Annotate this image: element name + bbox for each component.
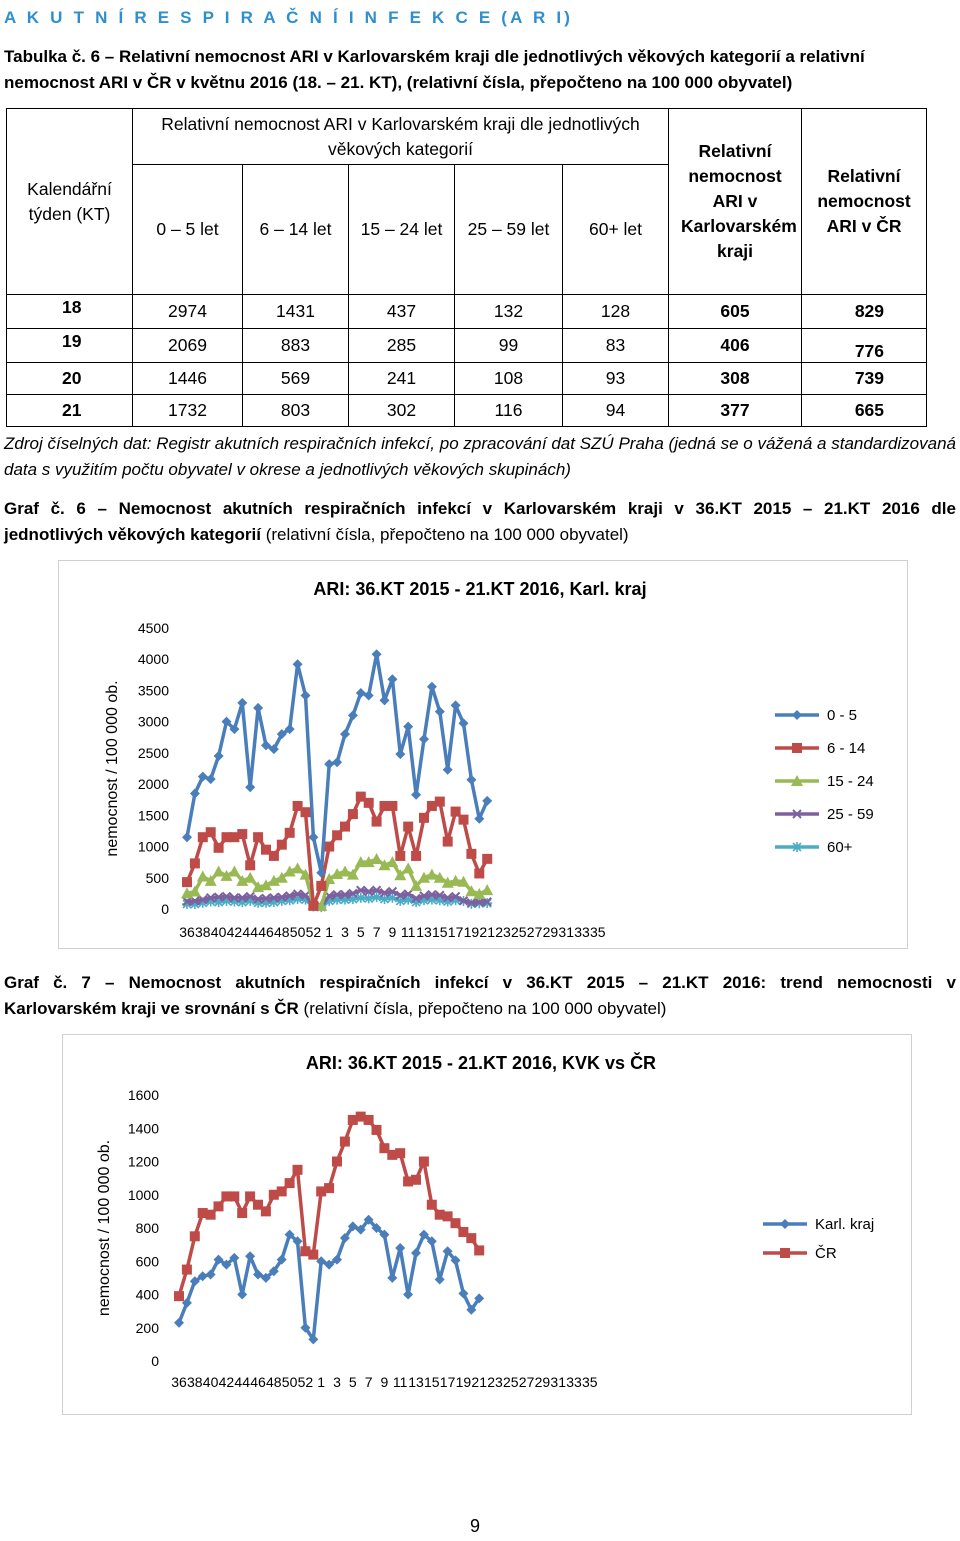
data-point	[419, 1157, 429, 1167]
col-header-age-1: 6 – 14 let	[243, 165, 349, 295]
x-tick-label: 19	[463, 924, 480, 940]
y-tick-label: 4500	[137, 620, 169, 636]
x-tick-label: 23	[495, 924, 511, 940]
data-point	[372, 649, 382, 659]
cell-kt: 21	[7, 395, 133, 427]
data-point	[459, 718, 469, 728]
y-tick-label: 1000	[127, 1186, 159, 1203]
cell-kt: 20	[7, 363, 133, 395]
section-heading: A K U T N Í R E S P I R A Č N Í I N F E K C E (A R I)	[4, 8, 574, 27]
data-point	[214, 843, 224, 853]
y-tick-label: 0	[151, 1353, 159, 1369]
data-point	[387, 801, 397, 811]
data-point	[261, 1206, 271, 1216]
data-point	[380, 695, 390, 705]
data-point	[182, 1265, 192, 1275]
data-point	[466, 775, 476, 785]
data-point	[387, 1273, 397, 1283]
data-point	[182, 877, 192, 887]
x-tick-label: 40	[202, 1374, 219, 1390]
x-tick-label: 13	[408, 1374, 424, 1390]
data-point	[324, 759, 334, 769]
x-tick-label: 46	[250, 1374, 266, 1390]
x-tick-label: 29	[542, 924, 559, 940]
y-tick-label: 1500	[137, 807, 169, 824]
cell-region: 308	[669, 363, 802, 395]
x-tick-label: 42	[218, 1374, 235, 1390]
x-tick-label: 15	[424, 1374, 440, 1390]
data-point	[340, 729, 350, 739]
data-point	[324, 1183, 334, 1193]
data-point	[245, 1251, 255, 1261]
data-point	[435, 1275, 445, 1285]
graph6-caption	[4, 496, 956, 548]
table-row	[7, 363, 927, 395]
col-header-age-3: 25 – 59 let	[455, 165, 563, 295]
data-point	[426, 869, 438, 880]
x-tick-label: 17	[439, 1374, 456, 1390]
data-point	[316, 881, 326, 891]
data-point	[174, 1318, 184, 1328]
chart-6	[59, 561, 907, 948]
y-axis-label: nemocnost / 100 000 ob.	[96, 1139, 113, 1317]
data-point	[435, 797, 445, 807]
data-point	[474, 868, 484, 878]
data-point	[174, 1291, 184, 1301]
x-tick-label: 9	[388, 924, 397, 940]
x-tick-label: 50	[281, 1374, 298, 1390]
data-point	[245, 782, 255, 792]
data-point	[237, 1208, 247, 1218]
legend-label: 0 - 5	[827, 707, 858, 724]
data-point	[443, 765, 453, 775]
data-point	[372, 817, 382, 827]
data-point	[364, 690, 374, 700]
x-tick-label: 36	[179, 924, 195, 940]
table-caption-label: Tabulka č. 6	[4, 47, 101, 66]
y-tick-label: 0	[161, 901, 169, 917]
y-tick-label: 1600	[127, 1087, 159, 1103]
data-point	[206, 827, 216, 837]
x-tick-label: 3	[333, 1374, 341, 1390]
y-axis-label: nemocnost / 100 000 ob.	[104, 680, 121, 857]
x-tick-label: 11	[392, 1374, 408, 1390]
x-tick-label: 3	[341, 924, 349, 940]
page-number: 9	[470, 1516, 481, 1536]
legend-label: Karl. kraj	[815, 1216, 875, 1233]
data-point	[387, 674, 397, 684]
col-header-age-2: 15 – 24 let	[349, 165, 455, 295]
y-tick-label: 1200	[127, 1153, 159, 1170]
table-caption-text-2: nemocnost ARI v ČR v květnu 2016 (18. – 21. KT), (relativní čísla, přepočteno na 100 000 obyvatel)	[4, 73, 793, 92]
cell-age-2: 302	[349, 395, 455, 427]
x-tick-label: 29	[534, 1374, 551, 1390]
data-point	[395, 1148, 405, 1158]
data-point	[253, 832, 263, 842]
chart-title: ARI: 36.KT 2015 - 21.KT 2016, KVK vs ČR	[305, 1053, 657, 1073]
x-tick-label: 44	[242, 924, 258, 940]
data-point	[340, 1137, 350, 1147]
series-line	[187, 797, 487, 906]
data-point	[308, 1250, 318, 1260]
chart-6-frame	[58, 560, 908, 949]
y-tick-label: 800	[135, 1220, 159, 1236]
data-point	[411, 790, 421, 800]
cell-cr: 665	[802, 395, 927, 427]
y-tick-label: 1000	[137, 838, 169, 855]
x-tick-label: 33	[574, 924, 590, 940]
x-tick-label: 35	[590, 924, 606, 940]
table-caption-text-1: – Relativní nemocnost ARI v Karlovarském kraji dle jednotlivých věkových kategorií a relativní	[104, 47, 865, 66]
data-point	[427, 1200, 437, 1210]
data-point	[451, 1218, 461, 1228]
data-point	[237, 1290, 247, 1300]
table-caption	[4, 44, 956, 96]
data-point	[214, 751, 224, 761]
table-row	[7, 295, 927, 329]
legend-label: ČR	[815, 1245, 837, 1262]
data-point	[482, 796, 492, 806]
chart-7	[63, 1035, 911, 1414]
data-point	[228, 866, 240, 877]
x-tick-label: 1	[325, 924, 334, 940]
graph7-caption-line2-plain: (relativní čísla, přepočteno na 100 000 obyvatel)	[298, 999, 667, 1018]
data-point	[372, 1125, 382, 1135]
x-tick-label: 36	[171, 1374, 187, 1390]
y-tick-label: 600	[135, 1253, 159, 1270]
legend-label: 25 - 59	[827, 806, 874, 823]
y-tick-label: 3500	[137, 682, 169, 699]
legend-marker	[792, 743, 802, 753]
x-tick-label: 42	[226, 924, 243, 940]
data-point	[481, 884, 493, 895]
cell-age-3: 132	[455, 295, 563, 329]
data-point	[411, 1248, 421, 1258]
data-point	[356, 688, 366, 698]
x-tick-label: 40	[210, 924, 227, 940]
data-point	[229, 1191, 239, 1201]
cell-cr: 776	[802, 329, 927, 363]
data-point	[482, 854, 492, 864]
data-point	[466, 1233, 476, 1243]
data-point	[269, 851, 279, 861]
y-tick-label: 2500	[137, 744, 169, 761]
y-tick-label: 200	[135, 1319, 159, 1336]
table-row	[7, 329, 927, 363]
cell-region: 605	[669, 295, 802, 329]
legend-marker	[792, 842, 802, 852]
graph7-caption-line1: Graf č. 7 – Nemocnost akutních respiračních infekcí v 36.KT 2015 – 21.KT 2016: trend nemocnosti v	[4, 973, 956, 992]
series-line	[179, 1220, 479, 1340]
data-point	[285, 1178, 295, 1188]
col-header-age-4: 60+ let	[563, 165, 669, 295]
data-point	[197, 871, 209, 882]
cell-cr: 829	[802, 295, 927, 329]
cell-age-2: 437	[349, 295, 455, 329]
data-point	[371, 853, 383, 864]
x-tick-label: 31	[550, 1374, 566, 1390]
cell-age-0: 2974	[133, 295, 243, 329]
col-header-group: Relativní nemocnost ARI v Karlovarském kraji dle jednotlivých věkových kategorií	[133, 109, 669, 165]
chart-title: ARI: 36.KT 2015 - 21.KT 2016, Karl. kraj	[313, 579, 647, 599]
x-tick-label: 23	[487, 1374, 503, 1390]
x-tick-label: 31	[558, 924, 574, 940]
data-point	[253, 703, 263, 713]
source-note: Zdroj číselných dat: Registr akutních respiračních infekcí, po zpracování dat SZÚ Praha (jedná se o vážená a standardizovaná data s využitím počtu obyvatel v okrese a jednotlivých věkových skupinách)	[4, 434, 956, 479]
data-point	[332, 830, 342, 840]
cell-age-3: 99	[455, 329, 563, 363]
data-table	[6, 108, 927, 427]
data-point	[301, 690, 311, 700]
data-point	[308, 901, 318, 911]
cell-age-4: 94	[563, 395, 669, 427]
y-tick-label: 400	[135, 1286, 159, 1303]
y-tick-label: 4000	[137, 651, 169, 668]
data-point	[474, 814, 484, 824]
data-point	[419, 813, 429, 823]
data-point	[285, 828, 295, 838]
cell-age-1: 569	[243, 363, 349, 395]
cell-region: 377	[669, 395, 802, 427]
x-tick-label: 11	[400, 924, 416, 940]
data-point	[277, 840, 287, 850]
legend-label: 15 - 24	[827, 773, 874, 790]
x-tick-label: 7	[364, 1374, 373, 1390]
cell-age-4: 93	[563, 363, 669, 395]
chart-7-frame	[62, 1034, 912, 1415]
cell-kt: 18	[7, 295, 133, 329]
data-point	[395, 851, 405, 861]
graph6-caption-line1: Graf č. 6 – Nemocnost akutních respiračních infekcí v Karlovarském kraji v 36.KT 2015 – 21.KT 2016 dle	[4, 499, 956, 518]
data-point	[190, 1231, 200, 1241]
x-tick-label: 27	[526, 924, 543, 940]
x-tick-label: 44	[234, 1374, 250, 1390]
data-point	[348, 809, 358, 819]
cell-age-3: 116	[455, 395, 563, 427]
data-point	[364, 1115, 374, 1125]
data-point	[427, 682, 437, 692]
data-point	[292, 862, 304, 873]
data-point	[214, 1201, 224, 1211]
x-tick-label: 19	[455, 1374, 472, 1390]
data-point	[293, 659, 303, 669]
cell-age-1: 803	[243, 395, 349, 427]
cell-kt: 19	[7, 329, 133, 363]
data-point	[348, 710, 358, 720]
data-point	[459, 815, 469, 825]
col-header-region: Relativní nemocnost ARI v Karlovarském kraji	[669, 109, 802, 295]
legend-label: 6 - 14	[827, 740, 866, 757]
data-point	[403, 1290, 413, 1300]
data-point	[402, 862, 414, 873]
y-tick-label: 3000	[137, 713, 169, 730]
data-point	[308, 832, 318, 842]
data-point	[443, 837, 453, 847]
legend-marker	[780, 1219, 790, 1229]
graph7-caption-line2-bold: Karlovarském kraji ve srovnání s ČR	[4, 999, 299, 1018]
data-point	[411, 1175, 421, 1185]
data-point	[293, 1165, 303, 1175]
cell-age-0: 1732	[133, 395, 243, 427]
x-tick-label: 5	[348, 1374, 357, 1390]
data-point	[395, 749, 405, 759]
data-point	[340, 822, 350, 832]
x-tick-label: 1	[317, 1374, 326, 1390]
data-point	[190, 858, 200, 868]
data-point	[213, 866, 225, 877]
data-point	[237, 829, 247, 839]
x-tick-label: 21	[471, 1374, 487, 1390]
x-tick-label: 38	[195, 924, 211, 940]
data-point	[301, 807, 311, 817]
cell-age-1: 1431	[243, 295, 349, 329]
x-tick-label: 5	[356, 924, 365, 940]
table-row	[7, 395, 927, 427]
cell-age-4: 83	[563, 329, 669, 363]
data-point	[244, 872, 256, 883]
data-point	[245, 860, 255, 870]
legend-marker	[792, 710, 802, 720]
data-point	[182, 832, 192, 842]
cell-age-2: 241	[349, 363, 455, 395]
cell-age-3: 108	[455, 363, 563, 395]
y-tick-label: 500	[145, 869, 169, 886]
legend-label: 60+	[827, 839, 853, 856]
x-tick-label: 17	[447, 924, 464, 940]
data-point	[364, 798, 374, 808]
y-tick-label: 2000	[137, 776, 169, 793]
col-header-cr: Relativní nemocnost ARI v ČR	[802, 109, 927, 295]
data-point	[237, 698, 247, 708]
data-point	[403, 822, 413, 832]
x-tick-label: 48	[274, 924, 290, 940]
y-tick-label: 1400	[127, 1120, 159, 1137]
cell-age-0: 2069	[133, 329, 243, 363]
legend-marker	[780, 1248, 790, 1258]
graph6-caption-line2-plain: (relativní čísla, přepočteno na 100 000 obyvatel)	[260, 525, 629, 544]
cell-cr: 739	[802, 363, 927, 395]
graph6-caption-line2-bold: jednotlivých věkových kategorií	[4, 525, 261, 544]
x-tick-label: 52	[305, 924, 322, 940]
x-tick-label: 15	[432, 924, 448, 940]
cell-age-4: 128	[563, 295, 669, 329]
data-point	[332, 1157, 342, 1167]
x-tick-label: 46	[258, 924, 274, 940]
col-header-age-0: 0 – 5 let	[133, 165, 243, 295]
x-tick-label: 25	[503, 1374, 519, 1390]
x-tick-label: 50	[289, 924, 306, 940]
data-point	[395, 1243, 405, 1253]
x-tick-label: 38	[187, 1374, 203, 1390]
x-tick-label: 9	[380, 1374, 389, 1390]
cell-age-2: 285	[349, 329, 455, 363]
x-tick-label: 48	[266, 1374, 282, 1390]
x-tick-label: 33	[566, 1374, 582, 1390]
cell-region: 406	[669, 329, 802, 363]
x-tick-label: 52	[297, 1374, 314, 1390]
x-tick-label: 21	[479, 924, 495, 940]
data-point	[474, 1245, 484, 1255]
x-tick-label: 25	[511, 924, 527, 940]
data-point	[332, 757, 342, 767]
x-tick-label: 7	[372, 924, 381, 940]
data-point	[435, 707, 445, 717]
data-point	[324, 842, 334, 852]
x-tick-label: 13	[416, 924, 432, 940]
data-point	[466, 849, 476, 859]
x-tick-label: 27	[518, 1374, 535, 1390]
graph7-caption	[4, 970, 956, 1022]
data-point	[403, 722, 413, 732]
col-header-week: Kalendářní týden (KT)	[7, 109, 133, 295]
x-tick-label: 35	[582, 1374, 598, 1390]
data-point	[451, 700, 461, 710]
data-point	[411, 851, 421, 861]
data-point	[206, 774, 216, 784]
cell-age-1: 883	[243, 329, 349, 363]
cell-age-0: 1446	[133, 363, 243, 395]
data-point	[419, 734, 429, 744]
